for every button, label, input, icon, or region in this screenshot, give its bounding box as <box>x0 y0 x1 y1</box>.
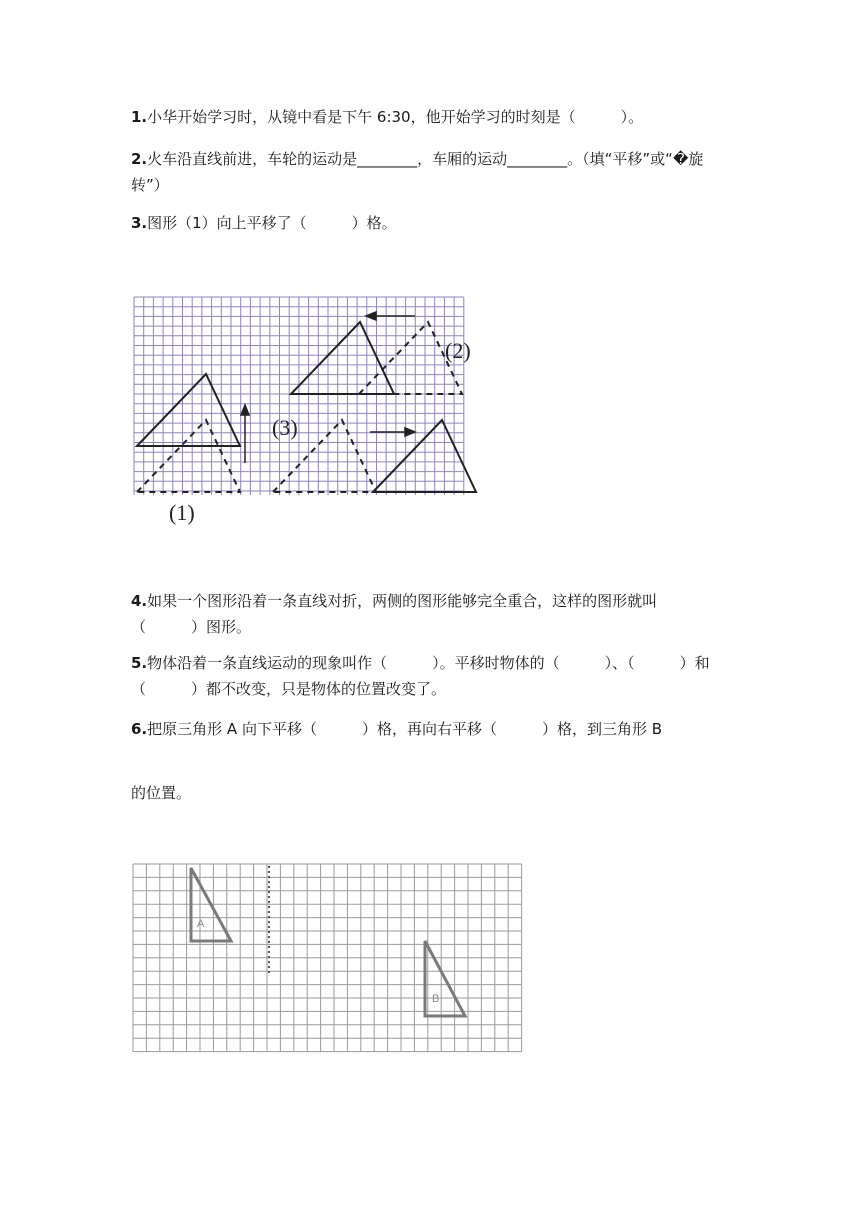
triangle-shape <box>291 322 394 394</box>
right-arrow-head <box>405 428 415 436</box>
figure-label-3: (3) <box>272 415 298 440</box>
figure-label-1: (1) <box>169 500 195 525</box>
question-6: 6.把原三角形 A 向下平移（ ）格，再向右平移（ ）格，到三角形 B <box>131 720 662 738</box>
question-1: 1.小华开始学习时，从镜中看是下午 6:30，他开始学习的时刻是（ ）。 <box>131 108 644 126</box>
triangle-b-shape <box>425 941 465 1016</box>
question-6-continuation: 的位置。 <box>131 784 192 802</box>
translation-grid-figure <box>132 295 479 527</box>
question-2: 2.火车沿直线前进，车轮的运动是________，车厢的运动________。（填“平移”或“�旋转”） <box>131 150 704 194</box>
triangle-grid-figure <box>131 862 524 1060</box>
figure-label-2: (2) <box>445 338 471 363</box>
question-3: 3.图形（1）向上平移了（ ）格。 <box>131 214 397 232</box>
question-5: 5.物体沿着一条直线运动的现象叫作（ ）。平移时物体的（ ）、（ ）和（ ）都不改变，只是物体的位置改变了。 <box>131 654 710 698</box>
up-arrow-head <box>241 405 249 415</box>
triangle-b-label: B <box>432 993 440 1005</box>
question-4: 4.如果一个图形沿着一条直线对折，两侧的图形能够完全重合，这样的图形就叫（ ）图形。 <box>131 592 658 636</box>
left-arrow-head <box>366 312 376 320</box>
triangle-a-label: A <box>197 918 205 930</box>
